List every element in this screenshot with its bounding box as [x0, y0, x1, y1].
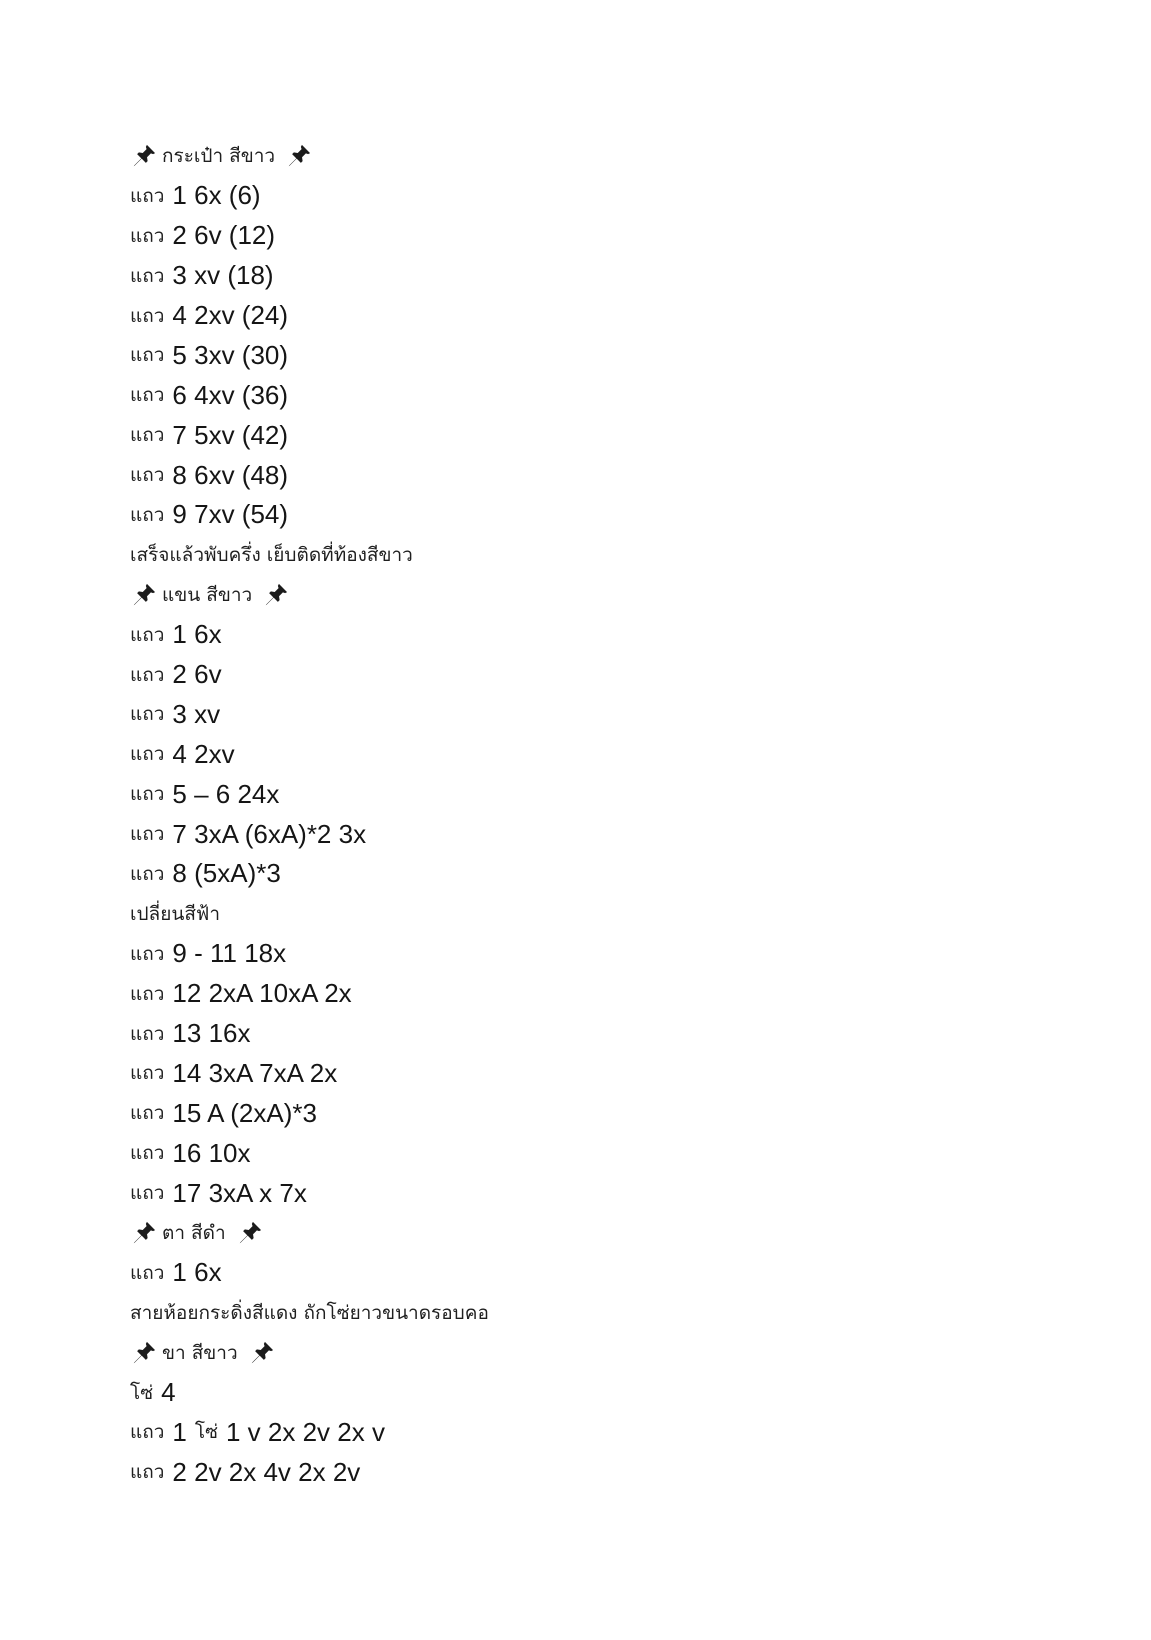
row-word: แถว — [130, 384, 165, 407]
row-instruction: 9 7xv (54) — [172, 499, 289, 530]
row-instruction: 4 2xv (24) — [172, 300, 289, 330]
note-line — [130, 535, 1090, 575]
pushpin-icon — [236, 1219, 264, 1247]
pattern-row — [130, 1053, 1090, 1093]
row-instruction: 8 (5xA)*3 — [172, 858, 281, 889]
pushpin-icon — [130, 581, 158, 609]
row-instruction: 5 – 6 24x — [172, 778, 280, 809]
row-word: แถว — [130, 264, 165, 287]
section-title: ตา สีดำ — [162, 1221, 226, 1244]
pushpin-icon — [248, 1339, 276, 1367]
row-instruction: 15 A (2xA)*3 — [172, 1097, 317, 1128]
pattern-row — [130, 774, 1090, 814]
pattern-row — [130, 455, 1090, 495]
row-instruction: 1 6x — [172, 619, 222, 650]
row-word: แถว — [130, 344, 165, 367]
row-instruction: 7 5xv (42) — [172, 419, 289, 450]
row-instruction: 13 16x — [172, 1018, 251, 1049]
row-word: แถว — [130, 184, 165, 207]
pattern-row — [130, 814, 1090, 854]
pattern-row — [130, 1173, 1090, 1213]
section-title: แขน สีขาว — [162, 583, 253, 606]
chain-word: โซ่ — [130, 1381, 154, 1404]
note-text: เสร็จแล้วพับครึ่ง เย็บติดที่ท้องสีขาว — [130, 543, 413, 566]
row-word: แถว — [130, 424, 165, 447]
row-number: 1 — [172, 1416, 187, 1447]
row-word: แถว — [130, 304, 165, 327]
pattern-row — [130, 335, 1090, 375]
row-instruction: 12 2xA 10xA 2x — [172, 978, 352, 1009]
row-instruction: 4 2xv — [172, 738, 235, 769]
row-instruction: 9 - 11 18x — [172, 938, 287, 969]
chain-count: 4 — [161, 1377, 176, 1408]
pattern-row — [130, 375, 1090, 415]
pattern-row — [130, 615, 1090, 655]
row-instruction: 3 xv — [172, 698, 221, 729]
note-text: เปลี่ยนสีฟ้า — [130, 902, 221, 925]
row-instruction: 1 6x (6) — [172, 180, 261, 211]
row-word: แถว — [130, 703, 165, 726]
pattern-row — [130, 1413, 1090, 1453]
row-word: แถว — [130, 663, 165, 686]
row-word: แถว — [130, 823, 165, 846]
row-word: แถว — [130, 1461, 165, 1484]
pattern-row — [130, 216, 1090, 256]
row-word: แถว — [130, 743, 165, 766]
row-word: แถว — [130, 982, 165, 1005]
row-word: แถว — [130, 1142, 165, 1165]
row-word: แถว — [130, 503, 165, 526]
section-title: ขา สีขาว — [162, 1341, 238, 1364]
chain-line — [130, 1373, 1090, 1413]
row-word: แถว — [130, 942, 165, 965]
pushpin-icon — [130, 1339, 158, 1367]
row-word: แถว — [130, 623, 165, 646]
pattern-row — [130, 1452, 1090, 1492]
pattern-row — [130, 1133, 1090, 1173]
row-word: แถว — [130, 1261, 165, 1284]
row-word: แถว — [130, 783, 165, 806]
row-instruction: 1 v 2x 2v 2x v — [226, 1416, 385, 1447]
row-word: แถว — [130, 464, 165, 487]
section-heading — [130, 1213, 1090, 1253]
row-word: แถว — [130, 224, 165, 247]
pattern-row — [130, 256, 1090, 296]
pattern-row — [130, 655, 1090, 695]
pattern-row — [130, 495, 1090, 535]
note-text: สายห้อยกระดิ่งสีแดง ถักโซ่ยาวขนาดรอบคอ — [130, 1301, 489, 1324]
row-word: แถว — [130, 1421, 165, 1444]
row-instruction: 1 6x — [172, 1257, 222, 1288]
pattern-row — [130, 734, 1090, 774]
chain-word: โซ่ — [194, 1421, 218, 1444]
section-heading — [130, 575, 1090, 615]
row-instruction: 2 6v — [172, 659, 222, 690]
row-word: แถว — [130, 1062, 165, 1085]
row-instruction: 5 3xv (30) — [172, 339, 289, 370]
row-instruction: 14 3xA 7xA 2x — [172, 1057, 338, 1088]
row-instruction: 2 2v 2x 4v 2x 2v — [172, 1456, 361, 1487]
row-instruction: 6 4xv (36) — [172, 379, 289, 410]
row-instruction: 16 10x — [172, 1137, 251, 1168]
section-heading — [130, 1333, 1090, 1373]
pattern-row — [130, 176, 1090, 216]
row-instruction: 3 xv (18) — [172, 260, 274, 291]
section-heading — [130, 136, 1090, 176]
note-line — [130, 1293, 1090, 1333]
pattern-row — [130, 415, 1090, 455]
row-word: แถว — [130, 1182, 165, 1205]
row-instruction: 7 3xA (6xA)*2 3x — [172, 818, 367, 849]
pattern-row — [130, 974, 1090, 1014]
pushpin-icon — [262, 581, 290, 609]
pattern-row — [130, 1014, 1090, 1054]
pattern-row — [130, 1093, 1090, 1133]
row-word: แถว — [130, 1102, 165, 1125]
pushpin-icon — [130, 1219, 158, 1247]
pushpin-icon — [130, 142, 158, 170]
pattern-row — [130, 854, 1090, 894]
pushpin-icon — [285, 142, 313, 170]
row-word: แถว — [130, 1022, 165, 1045]
row-instruction: 17 3xA x 7x — [172, 1177, 307, 1208]
row-word: แถว — [130, 862, 165, 885]
row-instruction: 2 6v (12) — [172, 220, 276, 251]
pattern-lines — [130, 136, 1090, 1492]
pattern-row — [130, 296, 1090, 336]
pattern-row — [130, 1253, 1090, 1293]
pattern-row — [130, 934, 1090, 974]
row-instruction: 8 6xv (48) — [172, 459, 289, 490]
note-line — [130, 894, 1090, 934]
pattern-row — [130, 694, 1090, 734]
section-title: กระเป๋า สีขาว — [162, 144, 276, 167]
